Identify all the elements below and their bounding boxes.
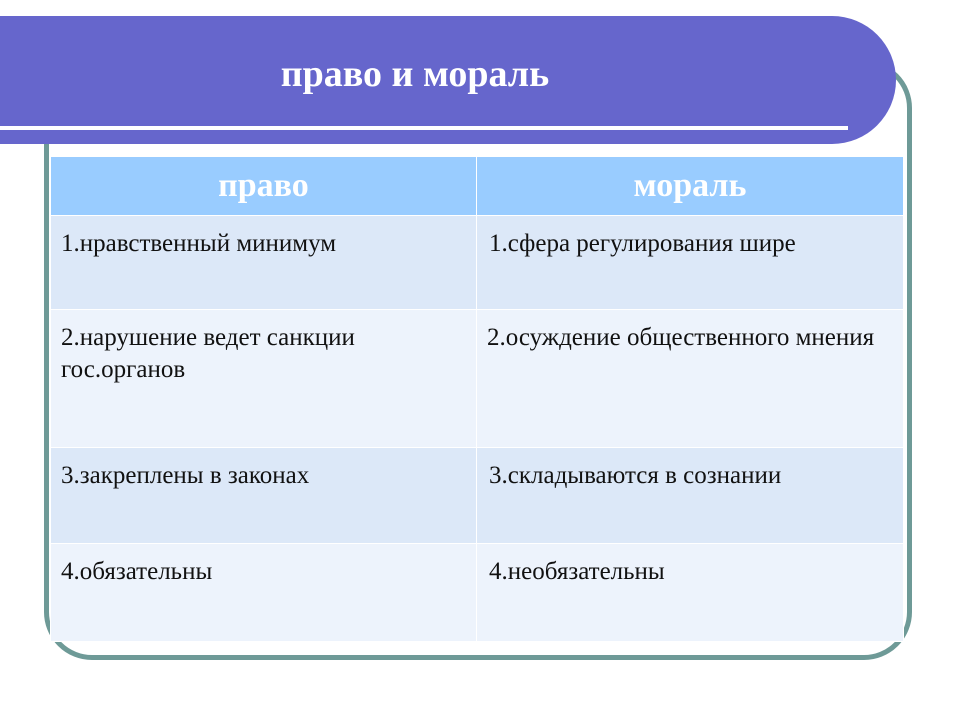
table-cell: 3.складываются в сознании bbox=[477, 448, 904, 544]
table-cell: 1.сфера регулирования шире bbox=[477, 216, 904, 310]
table-row bbox=[51, 544, 904, 642]
comparison-table bbox=[50, 156, 904, 642]
slide-title: право и мораль bbox=[280, 53, 550, 95]
table-cell: 2.нарушение ведет санкции гос.органов bbox=[51, 310, 477, 448]
table-cell: 1.нравственный минимум bbox=[51, 216, 477, 310]
column-header-morality: мораль bbox=[477, 157, 904, 216]
column-header-law: право bbox=[51, 157, 477, 216]
table-cell: 3.закреплены в законах bbox=[51, 448, 477, 544]
table-cell: 2.осуждение общественного мнения bbox=[477, 310, 904, 448]
table-row bbox=[51, 216, 904, 310]
title-underline bbox=[0, 126, 848, 130]
table-row bbox=[51, 448, 904, 544]
table-cell: 4.необязательны bbox=[477, 544, 904, 642]
table-row bbox=[51, 310, 904, 448]
table-header-row bbox=[51, 157, 904, 216]
table-cell: 4.обязательны bbox=[51, 544, 477, 642]
